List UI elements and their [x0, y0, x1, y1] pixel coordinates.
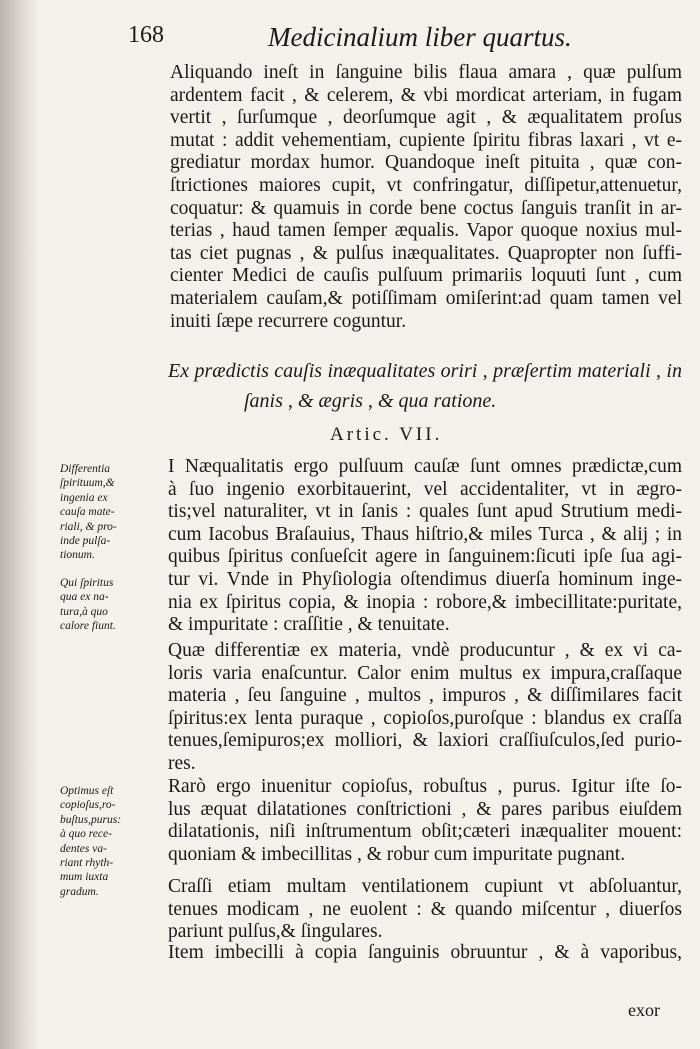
- margin-note-2: [60, 576, 160, 634]
- text-line: vertit , ſurſumque , deorſumque agit , & æqualitatem proſus: [170, 107, 682, 129]
- running-title: Medicinalium liber quartus.: [268, 22, 572, 52]
- note-line: Differentia: [60, 463, 111, 475]
- text-line: tas ciet pugnas , & pulſus inæqualitates. Quapropter non ſuffi-: [170, 242, 682, 264]
- note-line: copioſus,ro-: [60, 799, 116, 812]
- text-line: Rarò ergo inuenitur copioſus, robuſtus , purus. Igitur iſte ſo-: [168, 776, 682, 797]
- note-line: qua ex na-: [60, 591, 109, 604]
- text-line: I Næqualitatis ergo pulſuum cauſæ ſunt omnes prædictæ,cum: [168, 456, 682, 477]
- heading-line: Ex prædictis cauſis inæqualitates oriri , præſertim materiali , in: [168, 360, 682, 382]
- text-line: cienter Medici de cauſis pulſuum primariis loquuti ſunt , cum: [170, 265, 682, 287]
- section-heading: [168, 356, 682, 416]
- text-line: quibus ſpiritus conſueſcit agere in ſanguinem:ſicuti ipſe ſua agi-: [168, 546, 682, 568]
- note-line: buſtus,purus:: [60, 813, 122, 826]
- text-line: ardentem facit , & celerem, & vbi mordicat arteriam, in fugam: [170, 84, 682, 106]
- note-line: tionum.: [60, 549, 95, 562]
- text-line: cum Iacobus Braſauius, Thaus hiſtrio,& miles Turca , & alij ; in: [168, 523, 682, 545]
- text-line: ſpiritus:ex lenta puraque , copioſos,puroſque : blandus ex craſſa: [168, 707, 682, 729]
- text-line: ſtrictiones maiores cupit, vt confringatur, diſſipetur,attenuetur,: [170, 174, 682, 196]
- note-line: inde pulſa-: [60, 535, 111, 548]
- note-line: dentes va-: [60, 842, 107, 855]
- text-line: quoniam & imbecillitas , & robur cum impuritate pugnant.: [168, 843, 626, 865]
- paragraph-5: [168, 876, 682, 944]
- note-line: riali, & pro-: [60, 520, 117, 533]
- text-line: tur vi. Vnde in Phyſiologia oſtendimus diuerſa hominum inge-: [168, 568, 682, 590]
- text-line: materia , ſeu ſanguine , multos , impuros , & diſſimilares facit: [168, 685, 682, 707]
- text-line: materialem cauſam,& potiſſimam omiſerint:ad quam tamen vel: [170, 287, 682, 309]
- margin-note-1: [60, 462, 160, 563]
- text-line: à ſuo ingenio exorbitauerint, vel accidentaliter, vt in ægro-: [168, 478, 682, 500]
- text-line: tenues,ſemipuros;ex molliori, & laxiori craſſiuſculos,ſed purio-: [168, 730, 682, 752]
- note-line: tura,à quo: [60, 605, 108, 618]
- text-line: inuiti ſæpe recurrere coguntur.: [170, 310, 407, 332]
- page-header: [128, 22, 598, 56]
- text-line: Craſſi etiam multam ventilationem cupiunt vt abſoluantur,: [168, 876, 682, 897]
- text-line: coquatur: & quamuis in corde bene coctus ſanguis tranſit in ar-: [170, 197, 682, 219]
- text-line: mutat : addit vehementiam, cupiente ſpiritu fibras laxari , vt e-: [170, 129, 682, 151]
- article-number: Artic. VII.: [330, 424, 443, 445]
- text-line: Quæ differentiæ ex materia, vndè producuntur , & ex vi ca-: [168, 640, 682, 661]
- note-line: à quo rece-: [60, 828, 112, 841]
- paragraph-4: [168, 776, 682, 866]
- text-line: res.: [168, 752, 196, 774]
- note-line: mum iuxta: [60, 871, 109, 884]
- note-line: gradum.: [60, 885, 99, 898]
- text-line: dilatationis, niſi inſtrumentum obſit;cæteri inæqualiter mouent:: [168, 821, 682, 843]
- text-line: nia ex ſpiritus copia, & inopia : robore,& imbecillitate:puritate,: [168, 591, 682, 613]
- note-line: riant rhyth-: [60, 857, 114, 870]
- text-line: loris varia enaſcuntur. Calor enim multus ex impura,craſſaque: [168, 662, 682, 684]
- page-number: 168: [128, 22, 164, 48]
- catchword: exor: [628, 1000, 660, 1020]
- margin-note-3: [60, 784, 160, 899]
- paragraph-3: [168, 640, 682, 776]
- text-line: tis;vel naturaliter, vt in ſanis : quales ſunt apud Strutium medi-: [168, 501, 682, 523]
- paragraph-6: [168, 942, 682, 965]
- paragraph-1: [170, 62, 682, 333]
- paragraph-2: [168, 456, 682, 637]
- note-line: cauſa mate-: [60, 506, 115, 519]
- text-line: Item imbecilli à copia ſanguinis obruuntur , & à vaporibus,: [168, 942, 682, 963]
- note-line: calore fiunt.: [60, 620, 116, 633]
- text-line: tenues modicam , ne euolent : & quando miſcentur , diuerſos: [168, 898, 682, 920]
- text-line: grediatur mordax humor. Quandoque ineſt pituita , quæ con-: [170, 152, 682, 174]
- text-line: Aliquando ineſt in ſanguine bilis flaua amara , quæ pulſum: [170, 62, 682, 83]
- text-line: terias , haud tamen ſemper æqualis. Vapor quoque noxius mul-: [170, 220, 682, 242]
- text-line: & impuritate : craſſitie , & tenuitate.: [168, 614, 450, 636]
- note-line: ſpirituum,&: [60, 477, 115, 490]
- text-line: pariunt pulſus,& ſingulares.: [168, 921, 383, 943]
- heading-line: ſanis , & ægris , & qua ratione.: [244, 390, 497, 412]
- page-gutter-shadow: [0, 0, 40, 1049]
- text-line: lus æquat dilatationes conſtrictioni , & pares paribus eiuſdem: [168, 798, 682, 820]
- note-line: Optimus eſt: [60, 785, 114, 797]
- note-line: Qui ſpiritus: [60, 577, 114, 589]
- note-line: ingenia ex: [60, 491, 108, 504]
